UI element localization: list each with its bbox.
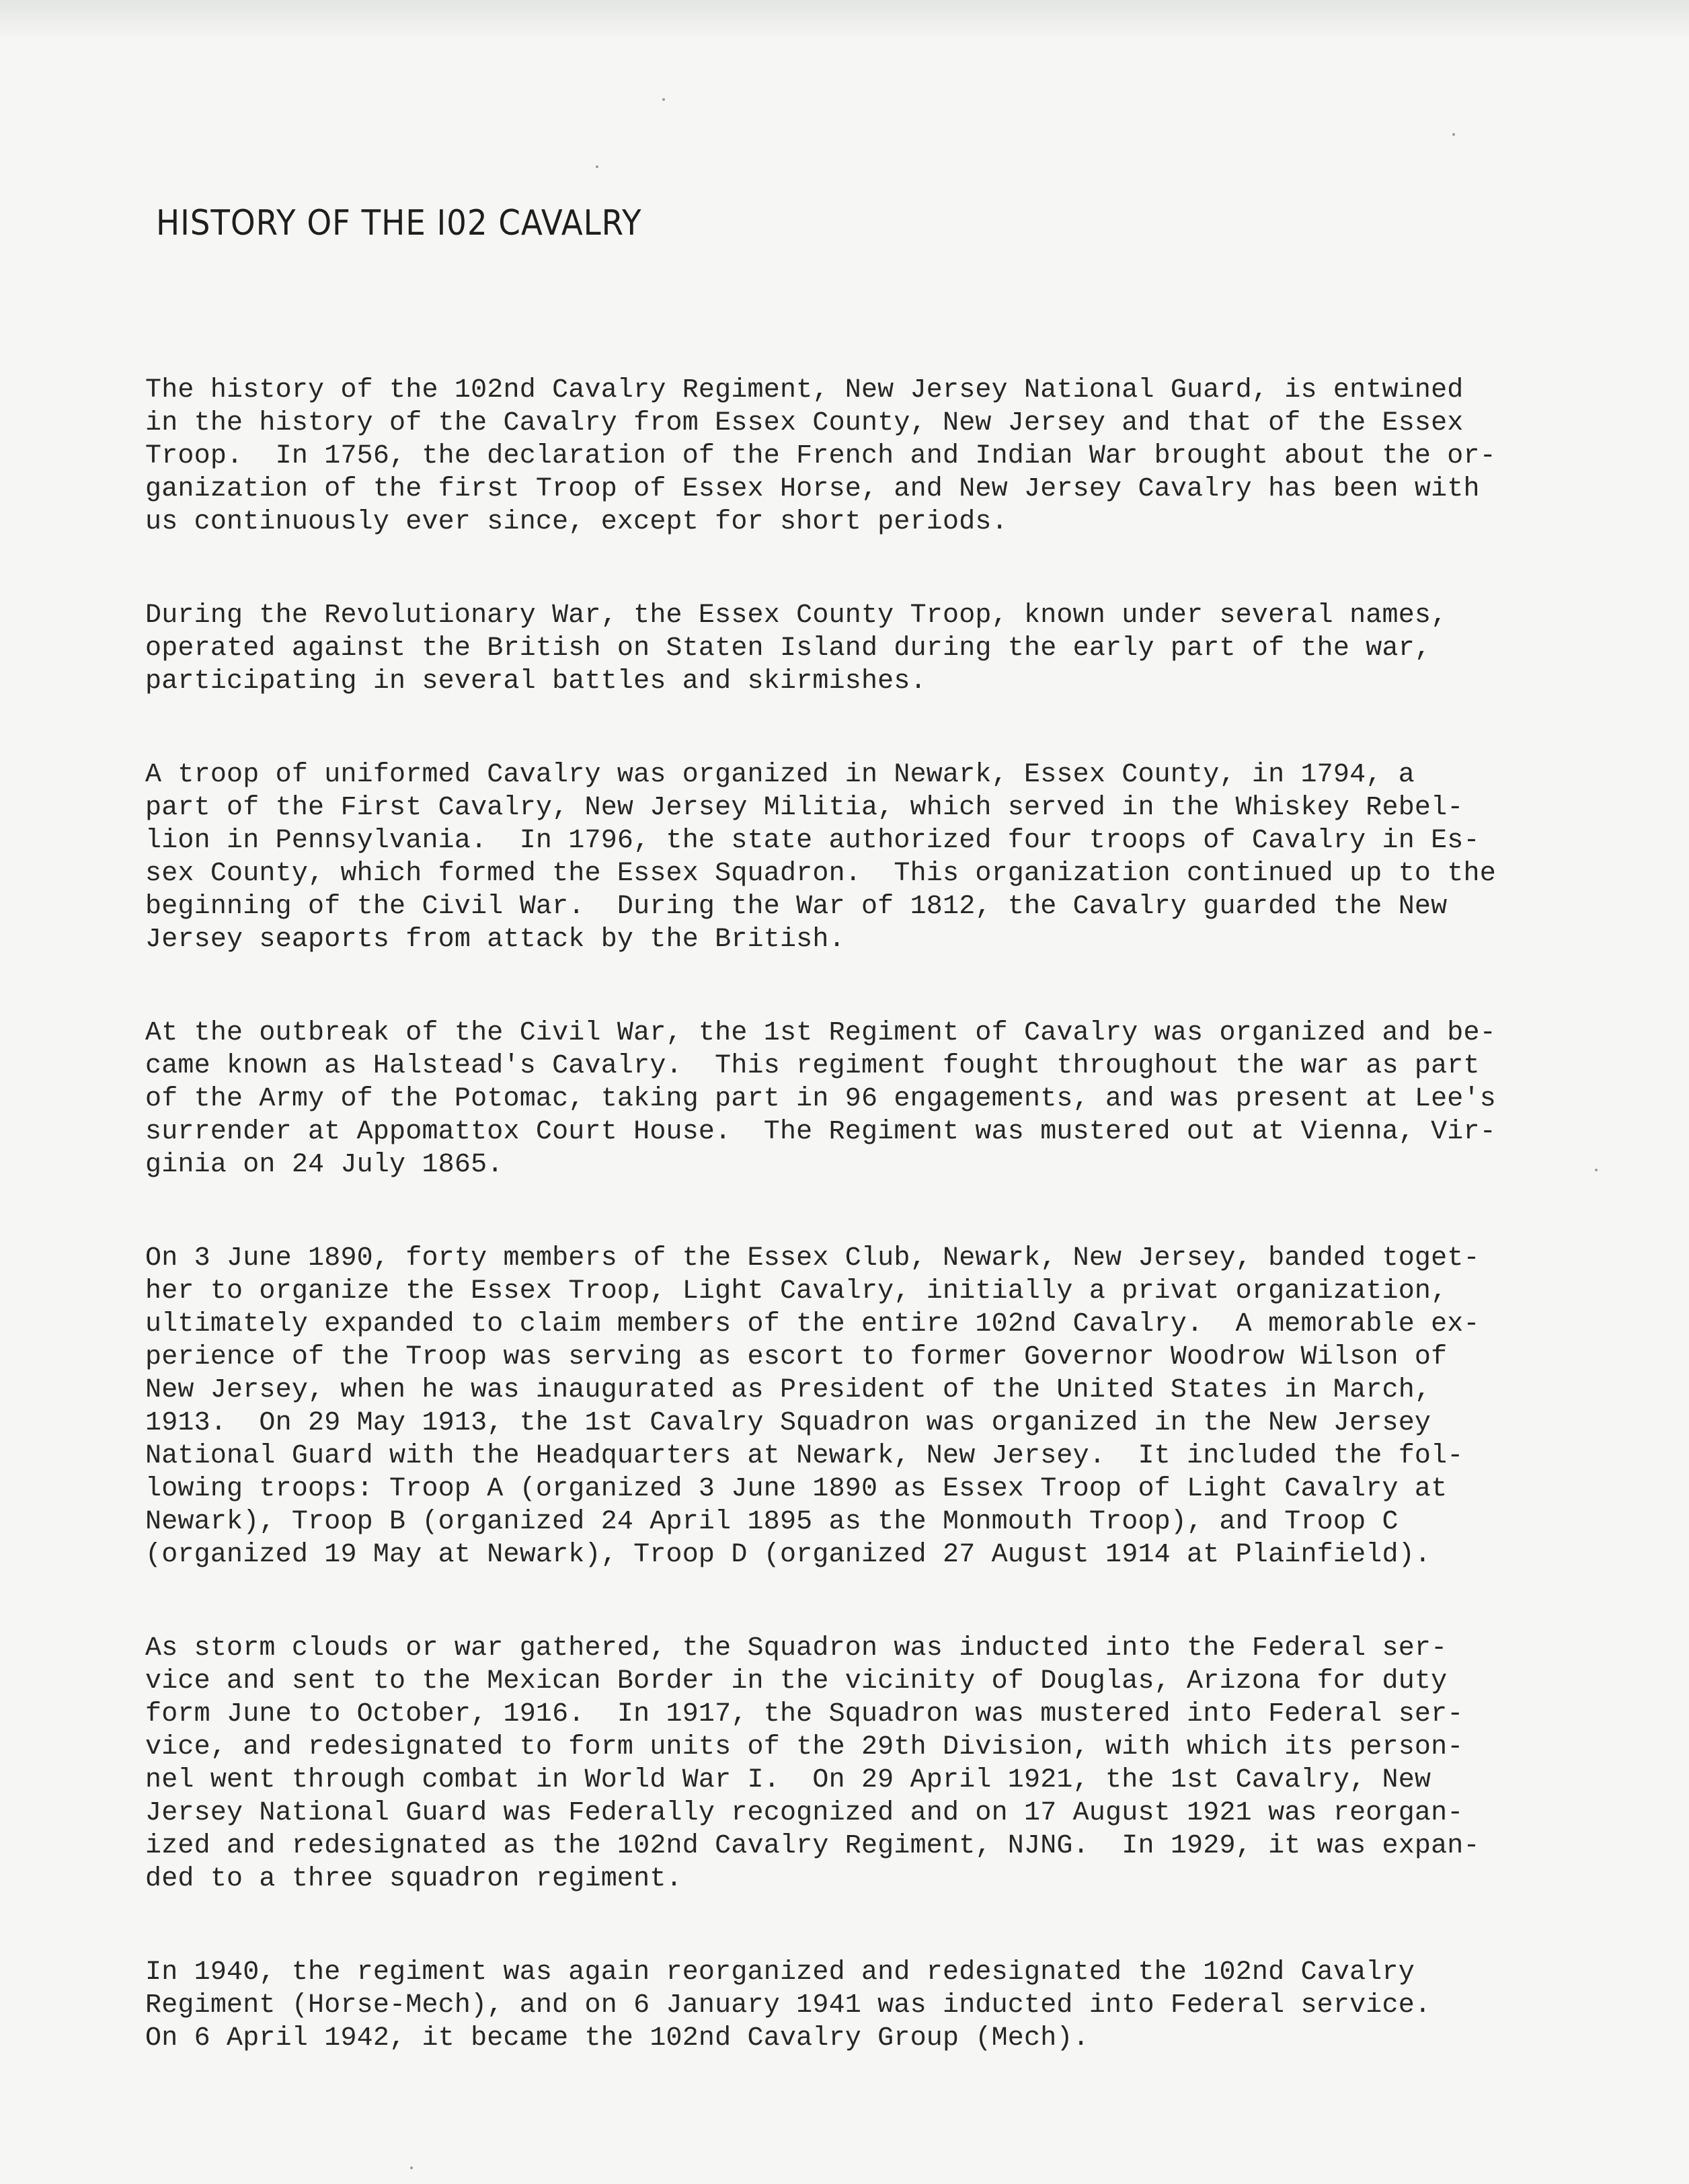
text-line: form June to October, 1916. In 1917, the Squadron was mustered into Federal ser- — [145, 1699, 1464, 1729]
paragraph-3 — [145, 758, 1557, 956]
paper-speck — [410, 2167, 413, 2169]
text-line: Jersey National Guard was Federally recognized and on 17 August 1921 was reorgan- — [145, 1798, 1464, 1828]
text-line: On 3 June 1890, forty members of the Essex Club, Newark, New Jersey, banded toget- — [145, 1243, 1480, 1274]
text-line: New Jersey, when he was inaugurated as President of the United States in March, — [145, 1375, 1431, 1405]
text-line: lion in Pennsylvania. In 1796, the state authorized four troops of Cavalry in Es- — [145, 826, 1480, 856]
text-line: During the Revolutionary War, the Essex County Troop, known under several names, — [145, 600, 1448, 631]
text-line: lowing troops: Troop A (organized 3 June 1890 as Essex Troop of Light Cavalry at — [145, 1474, 1448, 1504]
text-line: nel went through combat in World War I. On 29 April 1921, the 1st Cavalry, New — [145, 1765, 1431, 1795]
text-line: At the outbreak of the Civil War, the 1st Regiment of Cavalry was organized and be- — [145, 1018, 1496, 1048]
text-line: Newark), Troop B (organized 24 April 1895 as the Monmouth Troop), and Troop C — [145, 1507, 1399, 1537]
paper-speck — [596, 165, 598, 168]
text-line: of the Army of the Potomac, taking part in 96 engagements, and was present at Lee's — [145, 1084, 1496, 1114]
text-line: part of the First Cavalry, New Jersey Militia, which served in the Whiskey Rebel- — [145, 793, 1464, 823]
text-line: National Guard with the Headquarters at Newark, New Jersey. It included the fol- — [145, 1441, 1464, 1471]
text-line: On 6 April 1942, it became the 102nd Cavalry Group (Mech). — [145, 2023, 1089, 2054]
text-line: 1913. On 29 May 1913, the 1st Cavalry Squadron was organized in the New Jersey — [145, 1408, 1431, 1438]
text-line: came known as Halstead's Cavalry. This regiment fought throughout the war as part — [145, 1051, 1480, 1081]
text-line: ganization of the first Troop of Essex Horse, and New Jersey Cavalry has been with — [145, 474, 1480, 504]
text-line: As storm clouds or war gathered, the Squadron was inducted into the Federal ser- — [145, 1633, 1448, 1664]
text-line: sex County, which formed the Essex Squadron. This organization continued up to the — [145, 859, 1496, 889]
text-line: perience of the Troop was serving as escort to former Governor Woodrow Wilson of — [145, 1342, 1448, 1372]
text-line: beginning of the Civil War. During the War of 1812, the Cavalry guarded the New — [145, 892, 1448, 922]
text-line: Regiment (Horse-Mech), and on 6 January 1941 was inducted into Federal service. — [145, 1990, 1431, 2021]
text-line: participating in several battles and skirmishes. — [145, 666, 927, 697]
paragraph-5 — [145, 1242, 1557, 1571]
document-body — [145, 374, 1557, 2115]
paragraph-1 — [145, 374, 1557, 539]
text-line: operated against the British on Staten Island during the early part of the war, — [145, 633, 1431, 664]
paragraph-6 — [145, 1632, 1557, 1896]
text-line: Jersey seaports from attack by the British. — [145, 925, 845, 955]
paragraph-2 — [145, 599, 1557, 698]
text-line: Troop. In 1756, the declaration of the French and Indian War brought about the or- — [145, 441, 1496, 471]
text-line: her to organize the Essex Troop, Light Cavalry, initially a privat organization, — [145, 1276, 1448, 1306]
text-line: vice, and redesignated to form units of the 29th Division, with which its person- — [145, 1732, 1464, 1762]
text-line: in the history of the Cavalry from Essex County, New Jersey and that of the Essex — [145, 408, 1464, 438]
paper-speck — [662, 98, 665, 101]
text-line: ized and redesignated as the 102nd Cavalry Regiment, NJNG. In 1929, it was expan- — [145, 1831, 1480, 1861]
text-line: A troop of uniformed Cavalry was organized in Newark, Essex County, in 1794, a — [145, 760, 1415, 790]
text-line: In 1940, the regiment was again reorganized and redesignated the 102nd Cavalry — [145, 1957, 1415, 1988]
page-title: HISTORY OF THE I02 CAVALRY — [156, 203, 642, 243]
text-line: us continuously ever since, except for short periods. — [145, 507, 1008, 537]
text-line: surrender at Appomattox Court House. The Regiment was mustered out at Vienna, Vir- — [145, 1117, 1496, 1147]
paragraph-4 — [145, 1017, 1557, 1181]
text-line: vice and sent to the Mexican Border in the vicinity of Douglas, Arizona for duty — [145, 1666, 1448, 1696]
text-line: (organized 19 May at Newark), Troop D (organized 27 August 1914 at Plainfield). — [145, 1540, 1431, 1570]
paper-speck — [1595, 1169, 1598, 1171]
text-line: ultimately expanded to claim members of the entire 102nd Cavalry. A memorable ex- — [145, 1309, 1480, 1339]
text-line: ginia on 24 July 1865. — [145, 1150, 504, 1180]
paper-speck — [1452, 133, 1455, 136]
text-line: ded to a three squadron regiment. — [145, 1864, 682, 1894]
text-line: The history of the 102nd Cavalry Regiment, New Jersey National Guard, is entwined — [145, 375, 1464, 405]
paragraph-7 — [145, 1956, 1557, 2055]
paper-edge-shadow — [0, 0, 1689, 40]
